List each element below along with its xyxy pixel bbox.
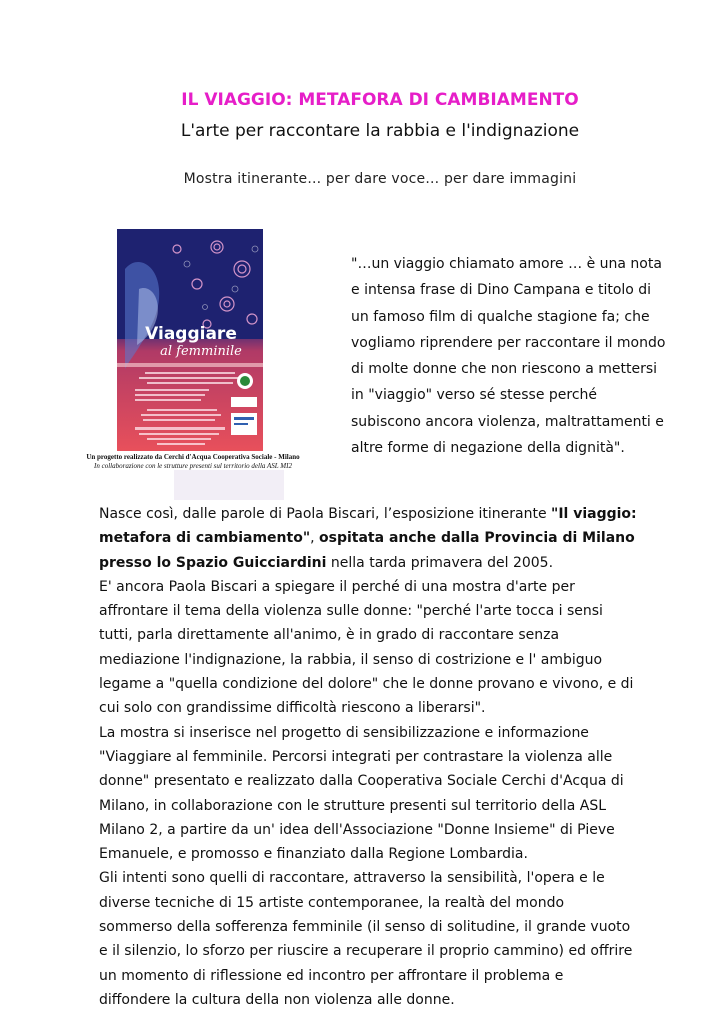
paragraph-1 [99,502,639,575]
page-subtitle: L'arte per raccontare la rabbia e l'indignazione [180,121,580,141]
paragraph-1-text-c: nella tarda primavera del 2005. [326,554,554,571]
poster-figure [79,224,307,500]
poster-title-1: Viaggiare [145,324,237,344]
paragraph-1-text-b: , [310,530,320,547]
page-title: IL VIAGGIO: METAFORA DI CAMBIAMENTO [181,90,579,110]
poster-caption-line-1: Un progetto realizzato da Cerchi d'Acqua Cooperativa Sociale - Milano [86,453,300,461]
paragraph-4: Gli intenti sono quelli di raccontare, attraverso la sensibilità, l'opera e le diverse tecniche di 15 artiste contemporanee, la realtà del mondo sommerso della sofferenza femminile (il senso di solitudine, il grande vuoto e il silenzio, lo sforzo per riuscire a recuperare il proprio cammino) ed offrire un momento di riflessione ed incontro per affrontare il problema e diffondere la cultura della non violenza alle donne. [99,870,633,1008]
paragraph-1-bold-1: "Il viaggio: metafora di cambiamento" [99,506,637,547]
paragraph-2: E' ancora Paola Biscari a spiegare il perché di una mostra d'arte per affrontare il tema della violenza sulle donne: "perché l'arte tocca i sensi tutti, parla direttamente all'animo, è in grado di raccontare senza mediazione l'indignazione, la rabbia, il senso di costrizione e l' ambiguo legame a "quella condizione del dolore" che le donne provano e vivono, e di cui solo con grandissime difficoltà riescono a liberarsi". [99,578,634,717]
paragraph-3: La mostra si inserisce nel progetto di sensibilizzazione e informazione "Viaggiare al femminile. Percorsi integrati per contrastare la violenza alle donne" presentato e realizzato dalla Cooperativa Sociale Cerchi d'Acqua di Milano, in collaborazione con le strutture presenti sul territorio della ASL Milano 2, a partire da un' idea dell'Associazione "Donne Insieme" di Pieve Emanuele, e promosso e finanziato dalla Regione Lombardia. [99,724,624,863]
poster-image [117,229,263,451]
poster-caption [79,453,307,471]
paragraph-1-text-a: Nasce così, dalle parole di Paola Biscari, l’esposizione itinerante [99,506,552,522]
article-body [99,502,639,1012]
poster-caption-line-2: In collaborazione con le strutture presenti sul territorio della ASL MI2 [94,462,292,470]
quote-text: "…un viaggio chiamato amore … è una nota e intensa frase di Dino Campana e titolo di un famoso film di qualche stagione fa; che vogliamo riprendere per raccontare il mondo di molte donne che non riescono a mettersi in "viaggio" verso sé stesse perché subiscono ancora violenza, maltrattamenti e altre forme di negazione della dignità". [351,256,666,457]
poster-background [174,470,284,500]
tagline: Mostra itinerante... per dare voce... per dare immagini [183,171,577,187]
paragraph-1-bold-2: ospitata anche dalla Provincia di Milano presso lo Spazio Guicciardini [99,530,635,571]
poster-title-2: al femminile [160,344,242,359]
